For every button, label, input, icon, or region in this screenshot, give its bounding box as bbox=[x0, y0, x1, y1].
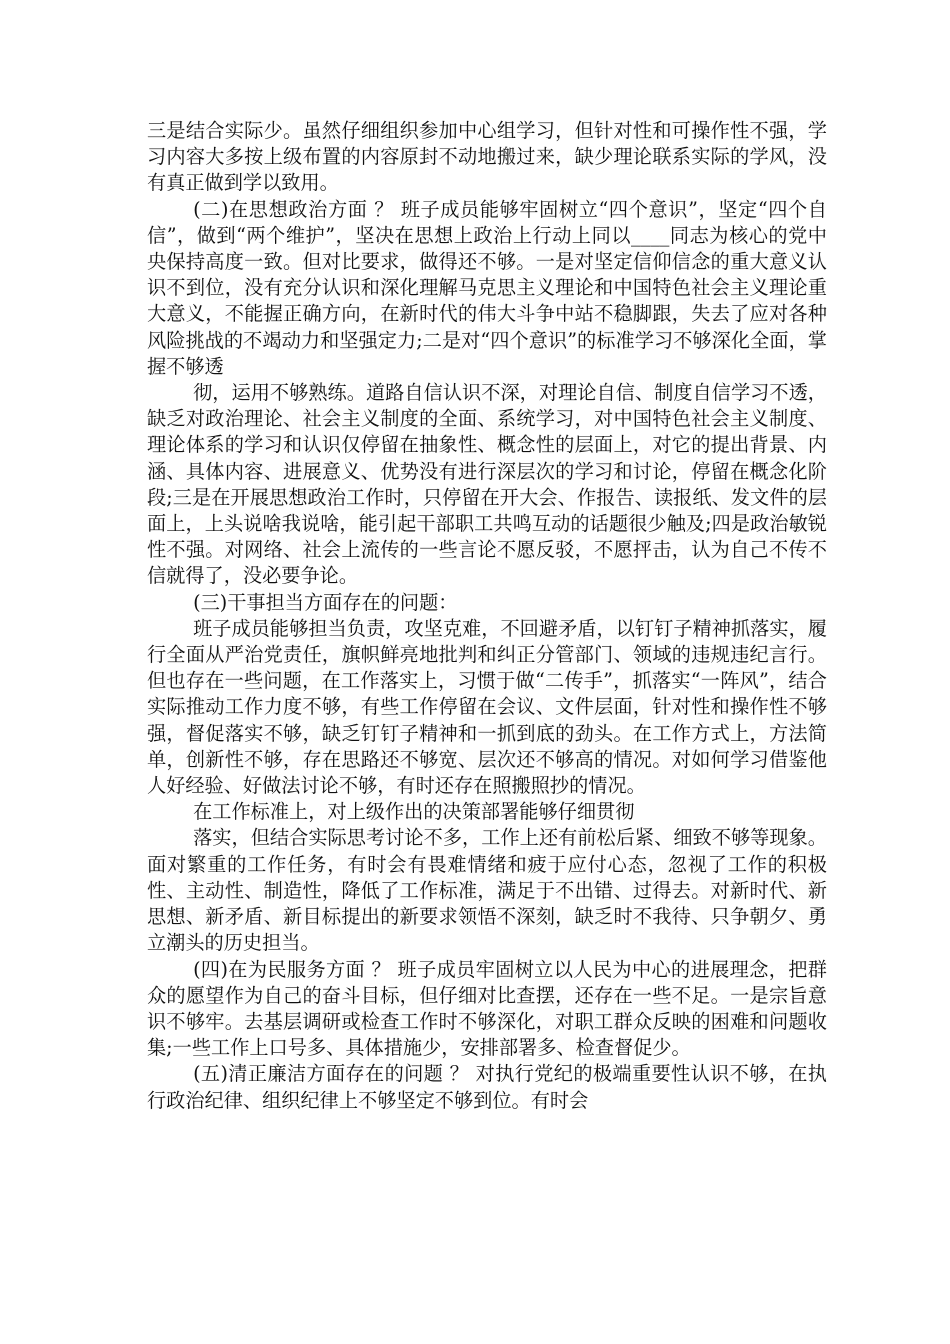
paragraph: (四)在为民服务方面 ？ 班子成员牢固树立以人民为中心的进展理念，把群众的愿望作为自己的奋斗目标，但仔细对比查摆，还存在一些不足。一是宗旨意识不够牢。去基层调研或检查工作时不够深化，对职工群众反映的困难和问题收集;一些工作上口号多、具体措施少，安排部署多、检查督促少。 bbox=[147, 957, 827, 1060]
document-body bbox=[147, 118, 827, 1114]
paragraph: 班子成员能够担当负责，攻坚克难，不回避矛盾，以钉钉子精神抓落实，履行全面从严治党责任，旗帜鲜亮地批判和纠正分管部门、领域的违规违纪言行。但也存在一些问题，在工作落实上，习惯于做“二传手”，抓落实“一阵风”，结合实际推动工作力度不够，有些工作停留在会议、文件层面，针对性和操作性不够强，督促落实不够，缺乏钉钉子精神和一抓到底的劲头。在工作方式上，方法简单，创新性不够，存在思路还不够宽、层次还不够高的情况。对如何学习借鉴他人好经验、好做法讨论不够，有时还存在照搬照抄的情况。 bbox=[147, 616, 827, 798]
paragraph: 在工作标准上，对上级作出的决策部署能够仔细贯彻 bbox=[193, 800, 635, 824]
paragraph: 落实，但结合实际思考讨论不多，工作上还有前松后紧、细致不够等现象。面对繁重的工作任务，有时会有畏难情绪和疲于应付心态，忽视了工作的积极性、主动性、制造性，降低了工作标准，满足于不出错、过得去。对新时代、新思想、新矛盾、新目标提出的新要求领悟不深刻，缺乏时不我待、只争朝夕、勇立潮头的历史担当。 bbox=[147, 826, 827, 955]
section-heading: (三)干事担当方面存在的问题： bbox=[193, 590, 458, 614]
paragraph: (五)清正廉洁方面存在的问题 ？ 对执行党纪的极端重要性认识不够，在执行政治纪律、组织纪律上不够坚定不够到位。有时会 bbox=[147, 1062, 827, 1112]
paragraph: 三是结合实际少。虽然仔细组织参加中心组学习，但针对性和可操作性不强，学习内容大多按上级布置的内容原封不动地搬过来，缺少理论联系实际的学风，没有真正做到学以致用。 bbox=[147, 119, 827, 195]
paragraph: 彻，运用不够熟练。道路自信认识不深，对理论自信、制度自信学习不透，缺乏对政治理论、社会主义制度的全面、系统学习，对中国特色社会主义制度、理论体系的学习和认识仅停留在抽象性、概念性的层面上，对它的提出背景、内涵、具体内容、进展意义、优势没有进行深层次的学习和讨论，停留在概念化阶段;三是在开展思想政治工作时，只停留在开大会、作报告、读报纸、发文件的层面上，上头说啥我说啥，能引起干部职工共鸣互动的话题很少触及;四是政治敏锐性不强。对网络、社会上流传的一些言论不愿反驳，不愿抨击，认为自己不传不信就得了，没必要争论。 bbox=[147, 381, 827, 588]
paragraph: (二)在思想政治方面 ？ 班子成员能够牢固树立“四个意识”，坚定“四个自信”，做到“两个维护”，坚决在思想上政治上行动上同以____同志为核心的党中央保持高度一致。但对比要求，做得还不够。一是对坚定信仰信念的重大意义认识不到位，没有充分认识和深化理解马克思主义理论和中国特色社会主义理论重大意义，不能握正确方向，在新时代的伟大斗争中站不稳脚跟，失去了应对各种风险挑战的不竭动力和坚强定力;二是对“四个意识”的标准学习不够深化全面，掌握不够透 bbox=[147, 197, 827, 378]
